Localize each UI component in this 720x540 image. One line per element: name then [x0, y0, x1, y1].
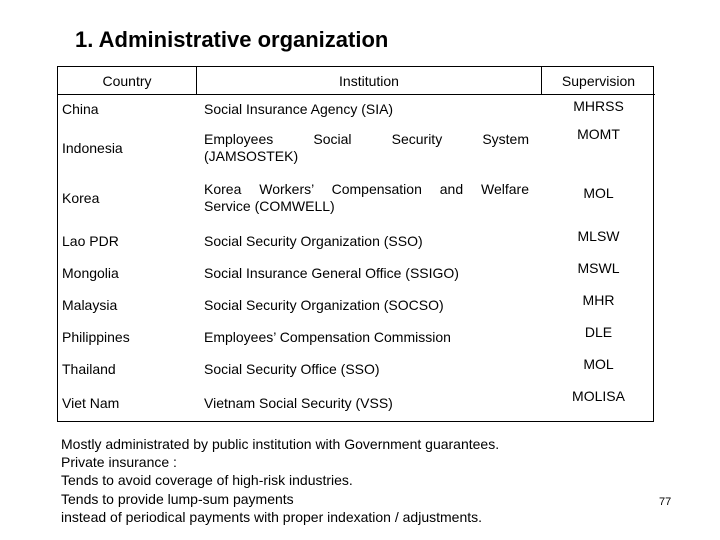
country-cell: Mongolia: [62, 265, 119, 281]
supervision-cell: MHRSS: [573, 98, 624, 114]
table-row: [58, 257, 655, 289]
header-country: Country: [58, 67, 197, 95]
institution-cell: Social Security Office (SSO): [204, 360, 380, 377]
table-row: [58, 321, 655, 353]
country-cell: Viet Nam: [62, 395, 120, 411]
supervision-cell: MOLISA: [572, 388, 625, 404]
supervision-cell: MOMT: [577, 126, 620, 142]
country-cell: Indonesia: [62, 140, 123, 156]
page-number: 77: [659, 496, 672, 508]
note-line: Tends to provide lump-sum payments: [61, 490, 294, 507]
institution-cell: [204, 123, 529, 173]
institution-line: Service (COMWELL): [204, 198, 335, 214]
institution-cell: Social Insurance General Office (SSIGO): [204, 264, 459, 281]
administrative-organization-table: [57, 66, 654, 422]
country-cell: Malaysia: [62, 297, 118, 313]
page-title: 1. Administrative organization: [75, 27, 389, 52]
institution-line: (JAMSOSTEK): [204, 148, 299, 164]
institution-cell: [204, 173, 529, 223]
country-cell: Philippines: [62, 329, 130, 345]
supervision-cell: MOL: [583, 356, 614, 372]
table-row: [58, 173, 655, 223]
note-line: instead of periodical payments with proper indexation / adjustments.: [61, 508, 483, 525]
header-supervision: Supervision: [542, 67, 655, 95]
table-row: [58, 123, 655, 173]
country-cell: Lao PDR: [62, 233, 119, 249]
table-row: [58, 95, 655, 123]
institution-cell: Social Security Organization (SSO): [204, 232, 423, 249]
institution-cell: Social Insurance Agency (SIA): [204, 100, 394, 117]
notes: [61, 435, 499, 526]
note-line: Private insurance :: [61, 454, 177, 471]
table-row: [58, 289, 655, 321]
table-row: [58, 353, 655, 385]
institution-cell: Social Security Organization (SOCSO): [204, 296, 444, 313]
header-institution: Institution: [197, 67, 542, 95]
institution-cell: Vietnam Social Security (VSS): [204, 394, 393, 411]
country-cell: China: [62, 101, 99, 117]
note-line: Mostly administrated by public institution with Government guarantees.: [61, 436, 500, 452]
supervision-cell: MHR: [582, 292, 615, 308]
supervision-cell: MOL: [583, 185, 614, 201]
institution-line: Korea Workers’ Compensation and Welfare: [204, 181, 529, 197]
table-row: [58, 385, 655, 421]
country-cell: Thailand: [62, 361, 116, 377]
note-line: Tends to avoid coverage of high-risk industries.: [61, 472, 353, 489]
institution-line: Employees Social Security System: [204, 131, 529, 147]
table-row: [58, 225, 655, 257]
supervision-cell: DLE: [584, 324, 613, 340]
country-cell: Korea: [62, 190, 100, 206]
supervision-cell: MLSW: [577, 228, 620, 244]
institution-cell: Employees’ Compensation Commission: [204, 328, 451, 345]
supervision-cell: MSWL: [577, 260, 620, 276]
